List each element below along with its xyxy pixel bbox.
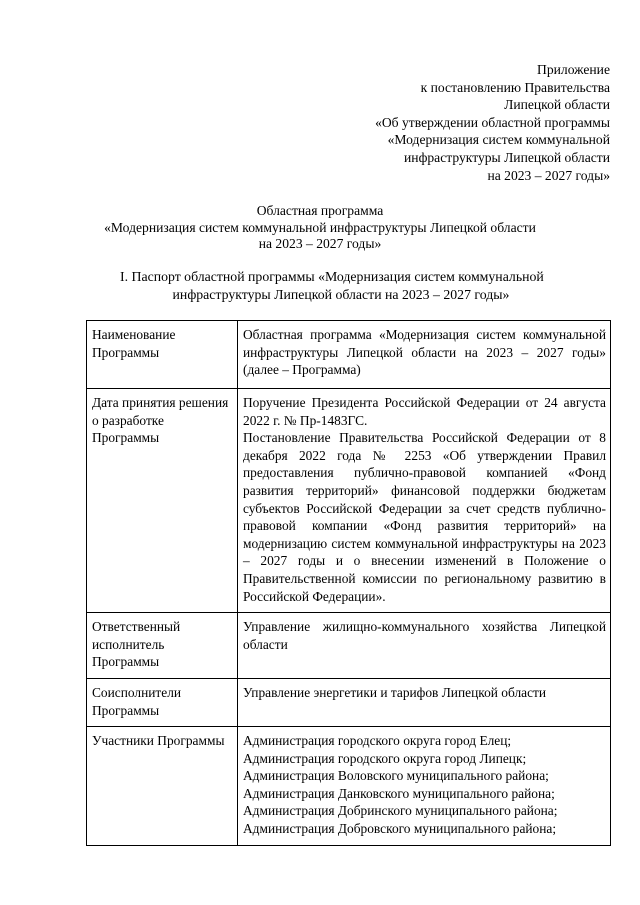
program-title-line: Областная программа (256, 203, 384, 218)
row-value-text: Областная программа «Модернизация систем коммунальной инфраструктуры Липецкой области на 2023 – 2027 годы» (далее – Программа) (243, 327, 606, 378)
participant-item: Администрация городского округа город Елец; (243, 733, 512, 749)
appendix-line: Приложение (537, 62, 610, 77)
row-value-text: Управление энергетики и тарифов Липецкой области (243, 684, 547, 700)
row-label: Соисполнители Программы (87, 678, 238, 726)
program-title (60, 203, 580, 253)
row-label: Ответственный исполнитель Программы (87, 613, 238, 679)
table-row (87, 678, 611, 726)
row-value (238, 678, 611, 726)
appendix-line: к постановлению Правительства (420, 79, 610, 95)
participant-item: Администрация Добринского муниципального района; (243, 803, 558, 819)
participant-item: Администрация Воловского муниципального района; (243, 768, 549, 784)
row-value-text: Управление жилищно-коммунального хозяйства Липецкой области (243, 619, 606, 652)
appendix-heading (310, 61, 610, 184)
appendix-line: на 2023 – 2027 годы» (487, 167, 610, 183)
row-label: Участники Программы (87, 727, 238, 846)
section-title-line: I. Паспорт областной программы «Модернизация систем коммунальной (120, 269, 544, 284)
appendix-line: инфраструктуры Липецкой области (404, 149, 610, 165)
appendix-line: Липецкой области (504, 97, 610, 113)
table-row (87, 727, 611, 846)
appendix-line: «Модернизация систем коммунальной (387, 132, 610, 148)
section-title (84, 268, 598, 303)
row-label: Наименование Программы (87, 321, 238, 389)
row-value-paragraph: Поручение Президента Российской Федерации от 24 августа 2022 г. № Пр-1483ГС. (243, 395, 606, 428)
row-value (238, 321, 611, 389)
row-value (238, 389, 611, 613)
row-value-paragraph: Постановление Правительства Российской Федерации от 8 декабря 2022 года № 2253 «Об утверждении Правил предоставления публично-правовой компанией «Фонд развития территорий» финансовой поддержки бюджетам субъектов Российской Федерации за счет средств публично-правовой компании «Фонд развития территорий» на модернизацию систем коммунальной инфраструктуры на 2023 – 2027 годы и о внесении изменений в Положение о Правительственной комиссии по региональному развитию в Российской Федерации». (243, 430, 606, 604)
row-label: Дата принятия решения о разработке Программы (87, 389, 238, 613)
row-value (238, 727, 611, 846)
row-value (238, 613, 611, 679)
table-row (87, 321, 611, 389)
program-title-line: на 2023 – 2027 годы» (258, 236, 382, 251)
table-row (87, 389, 611, 613)
passport-table (86, 320, 611, 846)
program-title-line: «Модернизация систем коммунальной инфраструктуры Липецкой области (104, 219, 536, 235)
section-title-line: инфраструктуры Липецкой области на 2023 – 2027 годы» (172, 286, 510, 302)
participant-item: Администрация Данковского муниципального района; (243, 785, 555, 801)
participant-item: Администрация городского округа город Липецк; (243, 750, 527, 766)
appendix-line: «Об утверждении областной программы (375, 114, 610, 130)
participant-item: Администрация Добровского муниципального района; (243, 821, 557, 837)
table-row (87, 613, 611, 679)
